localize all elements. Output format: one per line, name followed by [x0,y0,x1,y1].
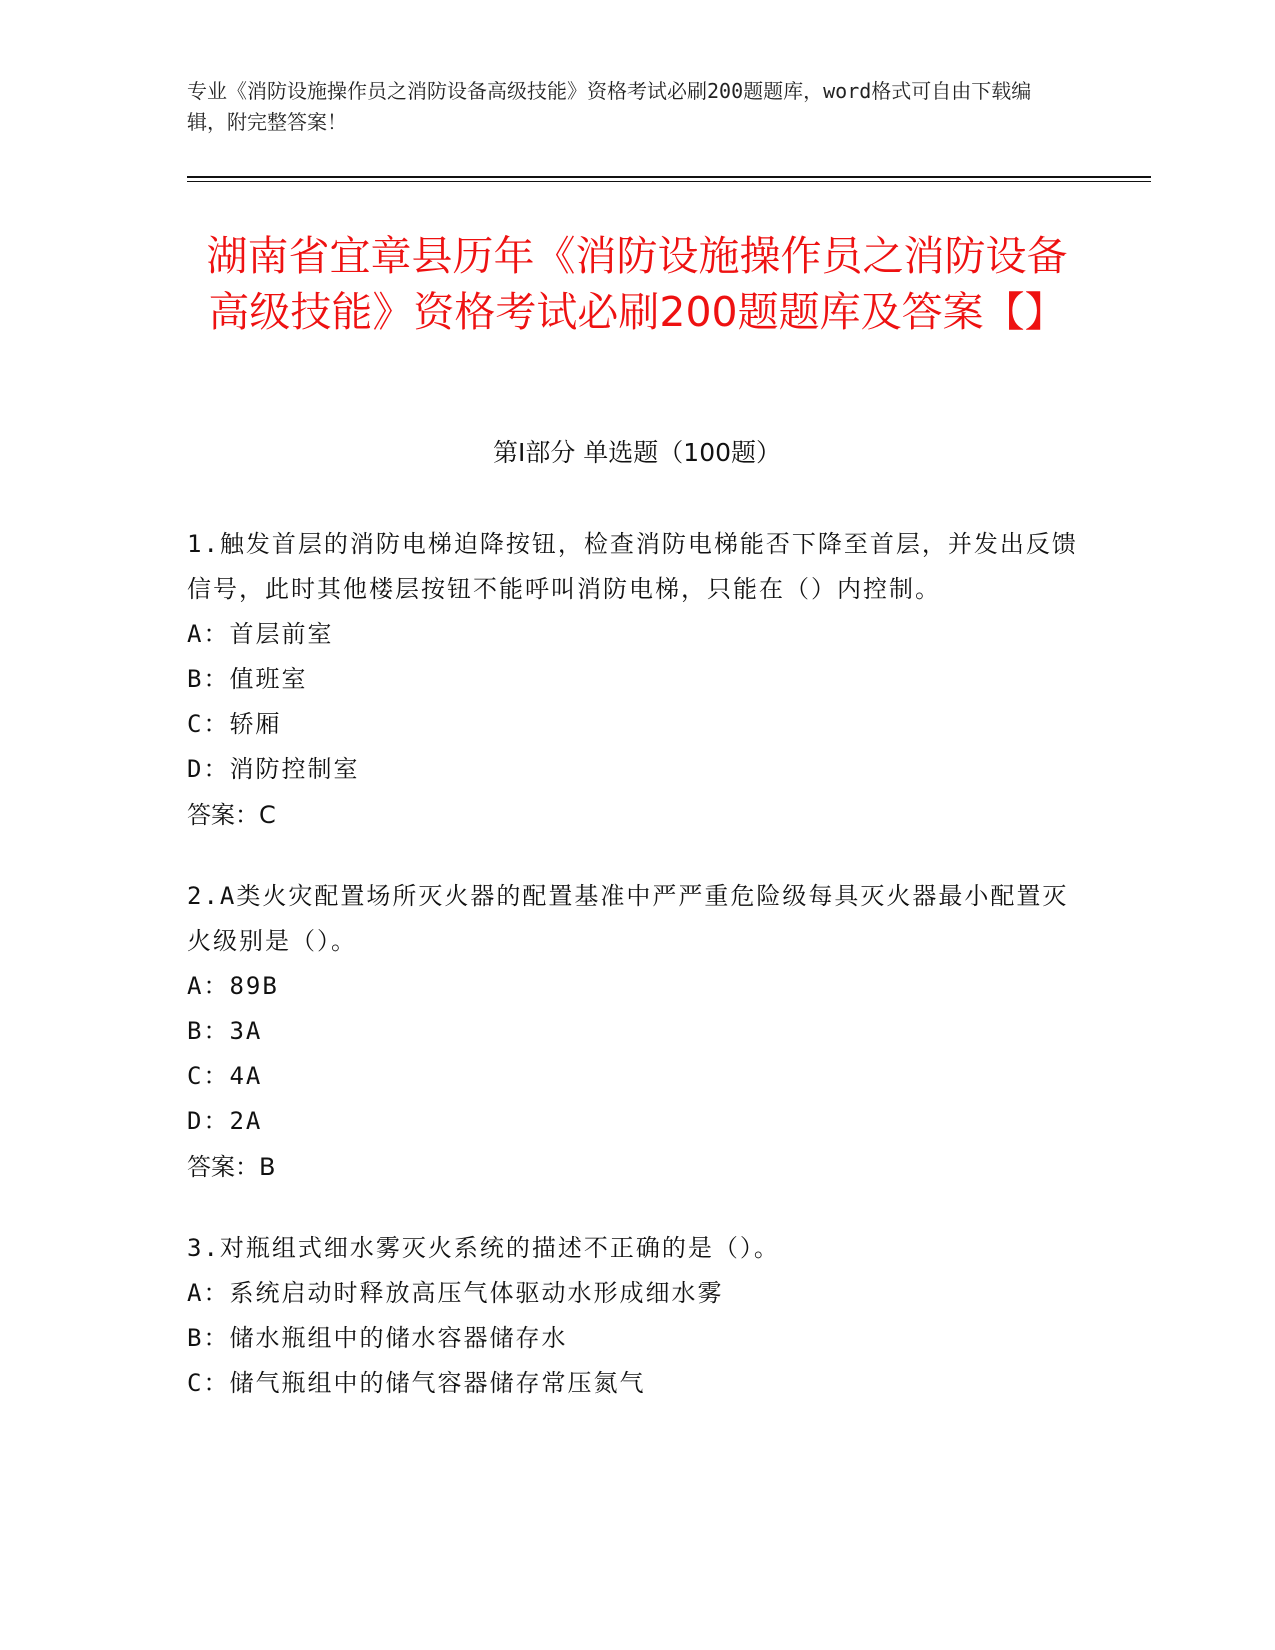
option-b: B：储水瓶组中的储水容器储存水 [187,1324,568,1352]
option-a: A：系统启动时释放高压气体驱动水形成细水雾 [187,1279,724,1307]
document-title: 湖南省宜章县历年《消防设施操作员之消防设备高级技能》资格考试必刷200题题库及答案【】 [206,232,1068,336]
header-divider-thin [187,181,1151,182]
question-stem: 2.A类火灾配置场所灭火器的配置基准中严严重危险级每具灭火器最小配置灭火级别是（）。 [187,882,1069,955]
option-c: C：4A [187,1062,263,1090]
question-stem: 3.对瓶组式细水雾灭火系统的描述不正确的是（）。 [187,1234,780,1262]
option-c: C：储气瓶组中的储气容器储存常压氮气 [187,1369,646,1397]
question-1 [187,522,1087,838]
question-3 [187,1226,1087,1406]
option-d: D：消防控制室 [187,755,360,783]
section-heading: 第Ⅰ部分 单选题（100题） [492,438,782,467]
answer-line: 答案：B [187,1153,276,1181]
option-d: D：2A [187,1107,263,1135]
option-b: B：3A [187,1017,263,1045]
option-c: C：轿厢 [187,710,282,738]
option-a: A：89B [187,972,279,1000]
answer-line: 答案：C [187,801,276,829]
question-2 [187,874,1087,1190]
header-divider-thick [187,176,1151,178]
question-stem: 1.触发首层的消防电梯迫降按钮，检查消防电梯能否下降至首层，并发出反馈信号，此时其他楼层按钮不能呼叫消防电梯，只能在（）内控制。 [187,530,1078,603]
question-list [187,522,1087,1442]
option-a: A：首层前室 [187,620,334,648]
option-b: B：值班室 [187,665,308,693]
header-note: 专业《消防设施操作员之消防设备高级技能》资格考试必刷200题题库，word格式可自由下载编辑，附完整答案！ [187,79,1032,134]
